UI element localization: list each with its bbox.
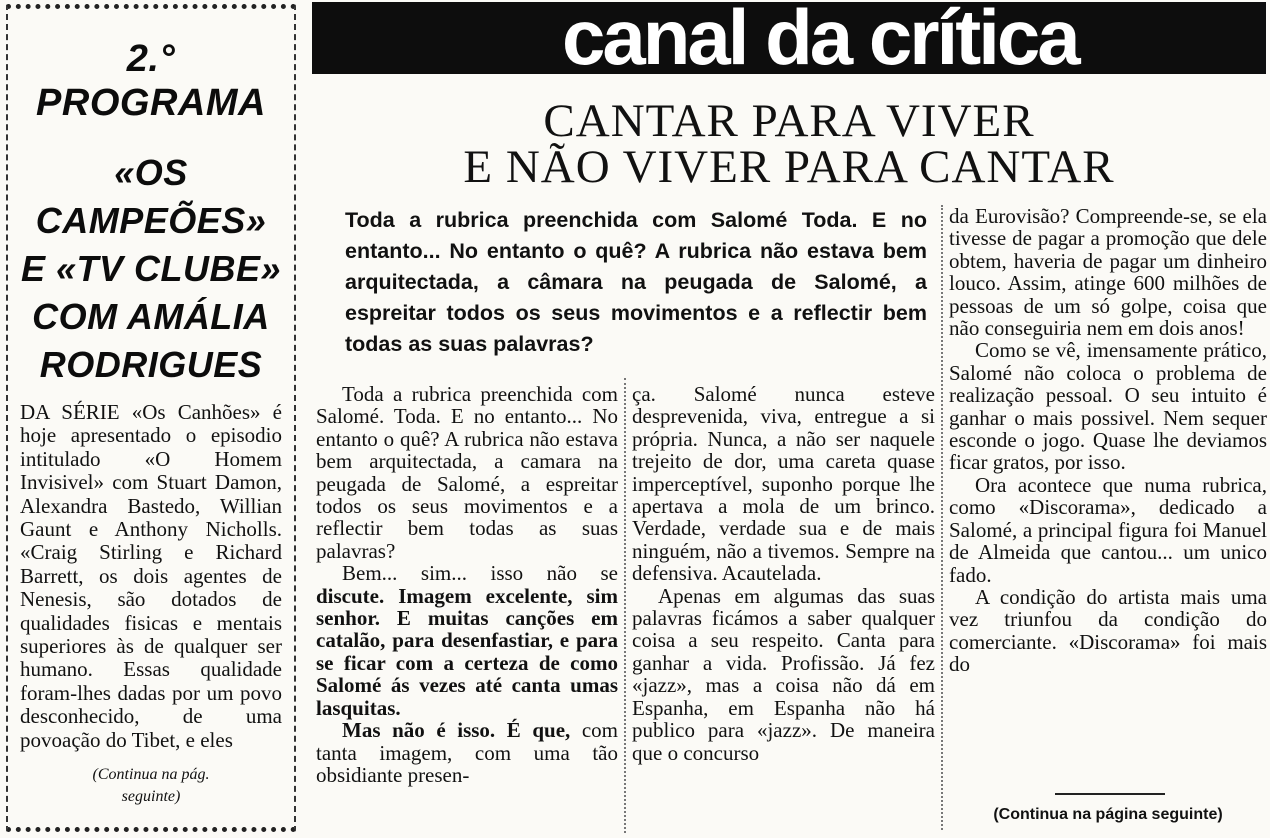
paragraph: A condição do artista mais uma vez triunfou da condição do comerciante. «Discorama» foi mais do (949, 584, 1267, 677)
sidebar-continue-line: (Continua na pág. (92, 766, 210, 784)
sidebar-body-text: DA SÉRIE «Os Canhões» é hoje apresentado o episodio intitulado «O Homem Invisivel» com Stuart Damon, Alexandra Bastedo, Willian Gaunt e Anthony Nicholls. «Craig Stirling e Richard Barrett, os dois agentes de Nenesis, são dotados de qualidades fisicas e mentais superiores às de qualquer ser humano. Essas qualidade foram-lhes dadas por um povo desconhecido, de uma povoação do Tibet, e eles (20, 400, 282, 752)
sidebar-continue-note (20, 764, 282, 808)
paragraph: ça. Salomé nunca esteve desprevenida, viva, entregue a si própria. Nunca, a não ser naquele trejeito de dor, uma careta quase imperceptível, suponho porque lhe apertava a mola de um brinco. Verdade, verdade sua e de mais ninguém, não a tivemos. Sempre na defensiva. Acautelada. (632, 382, 935, 586)
paragraph (316, 562, 618, 719)
article-column-1 (316, 383, 618, 786)
paragraph: Ora acontece que numa rubrica, como «Discorama», dedicado a Salomé, a principal figura foi Manuel de Almeida que cantou... um unico fado. (949, 472, 1267, 587)
continue-rule (1055, 793, 1165, 795)
sidebar-kicker: 2.° PROGRAMA (36, 38, 266, 124)
paragraph: da Eurovisão? Compreende-se, se ela tivesse de pagar a promoção que dele obtem, haveria de pagar um dinheiro louco. Assim, atinge 600 milhões de pessoas de um só golpe, coisa que não conseguiria nem em dois anos! (949, 204, 1267, 341)
column-divider (624, 378, 626, 833)
paragraph: Toda a rubrica preenchida com Salomé. Toda. E no entanto... No entanto o quê? A rubrica não estava bem arquitectada, a camara na peugada de Salomé, a espreitar todos os seus movimentos e a reflectir bem todas as suas palavras? (316, 382, 618, 563)
article-column-3 (949, 205, 1267, 676)
paragraph: Como se vê, imensamente prático, Salomé não coloca o problema de realização pessoal. O seu intuito é ganhar o mais possivel. Nem sequer esconde o jogo. Quase lhe deviamos ficar gratos, por isso. (949, 338, 1267, 475)
article-continue-note: (Continua na página seguinte) (993, 806, 1223, 823)
section-title: canal da crítica (562, 2, 1078, 74)
sidebar-title-line: «OS CAMPEÕES» (35, 152, 267, 241)
section-banner (312, 2, 1266, 74)
sidebar-title-line: E «TV CLUBE» (20, 248, 282, 289)
column-divider (941, 205, 943, 830)
paragraph-text: com tanta imagem, com uma tão obsidiante presen- (316, 718, 619, 787)
paragraph-bold-text: discute. Imagem excelente, sim senhor. E muitas canções em catalão, para desenfastiar, e para se ficar com a certeza de como Salomé ás vezes até canta umas lasquitas. (316, 583, 618, 720)
sidebar-continue-line: seguinte) (121, 788, 181, 806)
sidebar-title (20, 149, 282, 389)
paragraph (316, 719, 618, 786)
article-lead: Toda a rubrica preenchida com Salomé Toda. E no entanto... No entanto o quê? A rubrica não estava bem arquitectada, a câmara na peugada de Salomé, a espreitar todos os seus movimentos e a reflectir bem todas as suas palavras? (345, 208, 927, 356)
headline-line: E NÃO VIVER PARA CANTAR (463, 141, 1115, 193)
paragraph-text: Bem... sim... isso não se (342, 561, 618, 586)
article-column-2 (632, 383, 935, 764)
headline-line: CANTAR PARA VIVER (543, 95, 1035, 147)
sidebar-title-line: COM AMÁLIA (32, 296, 270, 337)
article-headline (312, 95, 1266, 193)
paragraph: Apenas em algumas das suas palavras ficámos a saber qualquer coisa a seu respeito. Canta para ganhar a vida. Profissão. Já fez «jazz», mas a coisa não dá em Espanha, em Espanha não há publico para «jazz». De maneira que o concurso (632, 583, 935, 765)
sidebar-box (6, 4, 296, 832)
paragraph-bold-text: Mas não é isso. É que, (342, 718, 571, 743)
sidebar-title-line: RODRIGUES (39, 344, 263, 385)
